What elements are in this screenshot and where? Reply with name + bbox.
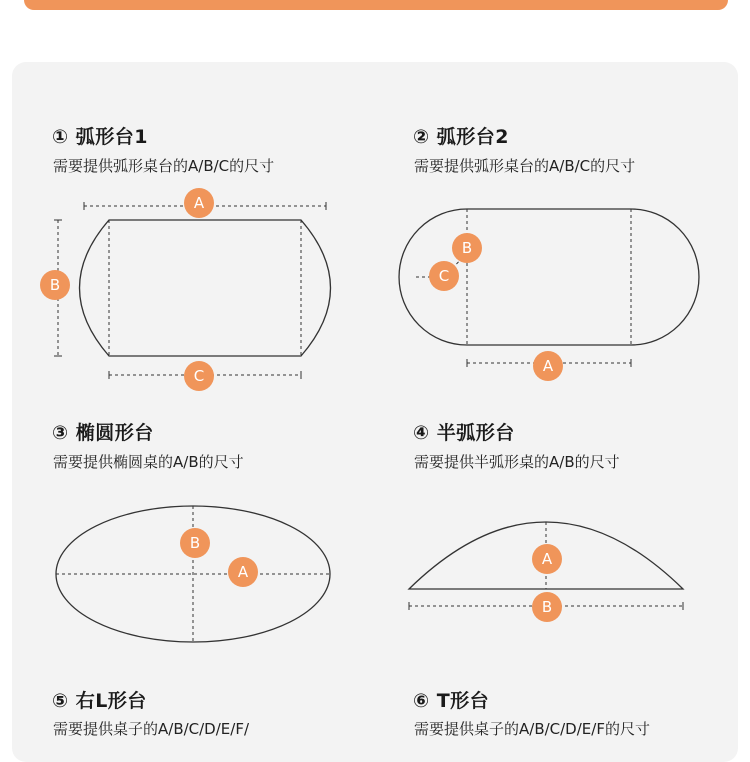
- section-2-desc: 需要提供弧形桌台的A/B/C的尺寸: [414, 157, 636, 175]
- section-2-title: ② 弧形台2: [413, 126, 509, 148]
- badge-1-a-label: A: [193, 194, 205, 212]
- badge-3-a-label: A: [237, 563, 249, 581]
- badge-4-b-label: B: [541, 598, 553, 616]
- section-3-title: ③ 椭圆形台: [52, 422, 154, 444]
- badge-2-b-label: B: [461, 239, 473, 257]
- diagram-ellipse-table: [56, 506, 330, 642]
- badge-2-c-label: C: [438, 267, 450, 285]
- section-4-desc: 需要提供半弧形桌的A/B的尺寸: [414, 453, 620, 471]
- section-5-title: ⑤ 右L形台: [52, 690, 147, 712]
- diagram-arc-table-1: [54, 202, 331, 379]
- section-3-desc: 需要提供椭圆桌的A/B的尺寸: [53, 453, 244, 471]
- badge-1-b-label: B: [49, 276, 61, 294]
- section-1-title: ① 弧形台1: [52, 126, 148, 148]
- section-6-title: ⑥ T形台: [413, 690, 490, 712]
- section-6-desc: 需要提供桌子的A/B/C/D/E/F的尺寸: [414, 720, 650, 738]
- section-4-title: ④ 半弧形台: [413, 422, 515, 444]
- badge-1-c-label: C: [193, 367, 205, 385]
- section-1-desc: 需要提供弧形桌台的A/B/C的尺寸: [53, 157, 275, 175]
- section-5-desc: 需要提供桌子的A/B/C/D/E/F/: [53, 720, 250, 738]
- badge-3-b-label: B: [189, 534, 201, 552]
- badge-4-a-label: A: [541, 550, 553, 568]
- badge-2-a-label: A: [542, 357, 554, 375]
